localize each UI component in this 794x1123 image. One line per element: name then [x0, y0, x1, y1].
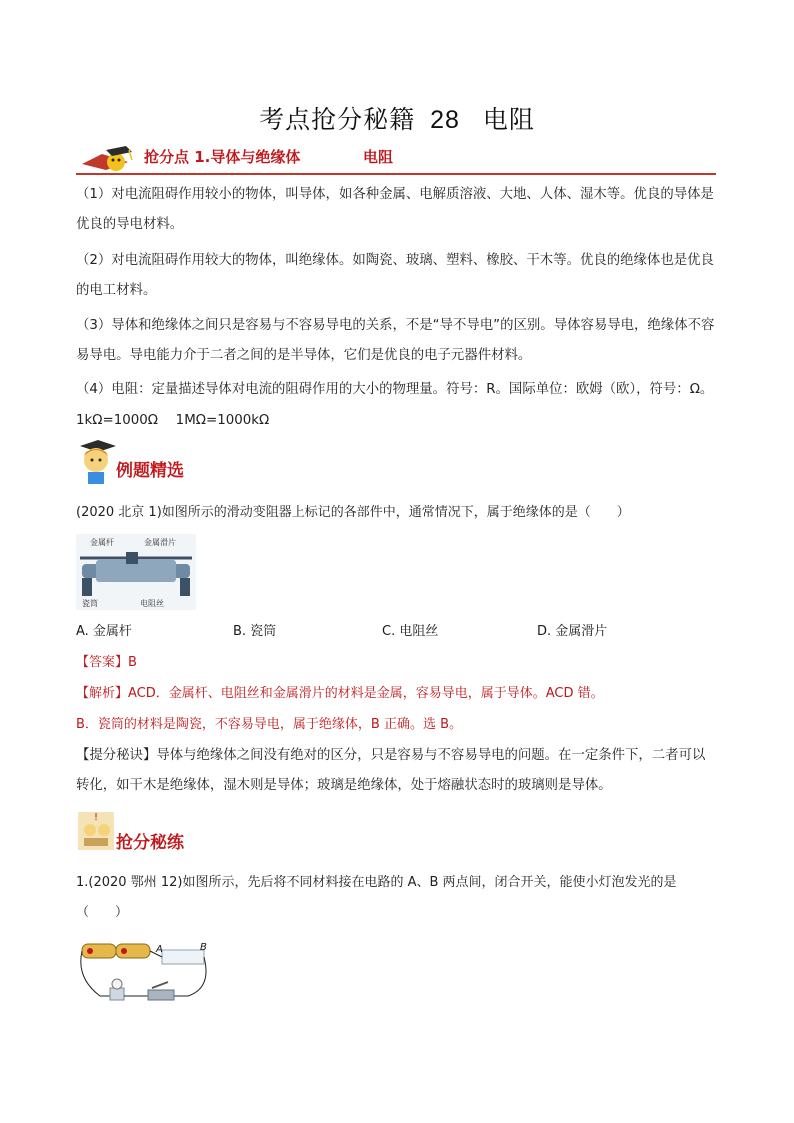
- option-b: B. 瓷筒: [233, 624, 277, 639]
- fig-label-tube: 瓷筒: [82, 599, 98, 608]
- student-mascot-icon: [76, 436, 118, 486]
- section-label-resistance: 电阻: [363, 148, 394, 166]
- answer-line: 【答案】B: [76, 655, 137, 670]
- svg-text:!: !: [94, 812, 99, 823]
- practice-question-1-blank: （ ）: [76, 905, 129, 920]
- page-title: [0, 100, 794, 136]
- practice-badge-label: 抢分秘练: [116, 833, 184, 853]
- option-d: D. 金属滑片: [537, 624, 608, 639]
- title-number: 28: [430, 106, 460, 134]
- circuit-label-a: A: [156, 944, 163, 955]
- section-label: 抢分点 1.导体与绝缘体: [144, 148, 301, 166]
- paragraph-4: （4）电阻：定量描述导体对电流的阻碍作用的大小的物理量。符号：R。国际单位：欧姆（欧），符号：Ω。: [76, 382, 714, 397]
- analysis-line-1: 【解析】ACD．金属杆、电阻丝和金属滑片的材料是金属，容易导电，属于导体。ACD 错。: [76, 686, 604, 701]
- answer-options: [76, 620, 716, 640]
- example-badge-label: 例题精选: [116, 461, 184, 481]
- rheostat-figure: [76, 534, 196, 610]
- paragraph-3: （3）导体和绝缘体之间只是容易与不容易导电的关系，不是“导不导电”的区别。导体容易导电，绝缘体不容易导电。导电能力介于二者之间的是半导体，它们是优良的电子元器件材料。: [76, 318, 715, 363]
- section-rule: [76, 173, 716, 175]
- practice-icon: [76, 808, 116, 854]
- practice-badge: [76, 808, 216, 858]
- fig-label-rod: 金属杆: [90, 538, 114, 547]
- example-badge: [76, 436, 216, 486]
- option-c: C. 电阻丝: [382, 624, 439, 639]
- analysis-line-2: B．瓷筒的材料是陶瓷，不容易导电，属于绝缘体，B 正确。选 B。: [76, 717, 463, 732]
- title-topic: 电阻: [482, 105, 535, 134]
- fig-label-wire: 电阻丝: [140, 599, 164, 608]
- example-question: (2020 北京 1)如图所示的滑动变阻器上标记的各部件中，通常情况下，属于绝缘体的是（ ）: [76, 505, 630, 520]
- paragraph-1: （1）对电流阻碍作用较小的物体，叫导体，如各种金属、电解质溶液、大地、人体、湿木等。优良的导体是优良的导电材料。: [76, 187, 714, 232]
- paragraph-5: 1kΩ=1000Ω 1MΩ=1000kΩ: [76, 413, 270, 428]
- circuit-label-b: B: [200, 942, 207, 953]
- tip-paragraph: 【提分秘诀】导体与绝缘体之间没有绝对的区分，只是容易与不容易导电的问题。在一定条件下，二者可以转化，如干木是绝缘体，湿木则是导体；玻璃是绝缘体，处于熔融状态时的玻璃则是导体。: [76, 748, 706, 793]
- practice-question-1: 1.(2020 鄂州 12)如图所示，先后将不同材料接在电路的 A、B 两点间，闭合开关，能使小灯泡发光的是: [76, 875, 677, 890]
- section-header: [76, 142, 716, 182]
- graduation-mascot-icon: [76, 142, 136, 178]
- fig-label-slider: 金属滑片: [144, 538, 176, 547]
- title-text: 考点抢分秘籍: [259, 105, 416, 134]
- circuit-figure: [76, 938, 216, 1012]
- option-a: A. 金属杆: [76, 624, 132, 639]
- paragraph-2: （2）对电流阻碍作用较大的物体，叫绝缘体。如陶瓷、玻璃、塑料、橡胶、干木等。优良的绝缘体也是优良的电工材料。: [76, 253, 714, 298]
